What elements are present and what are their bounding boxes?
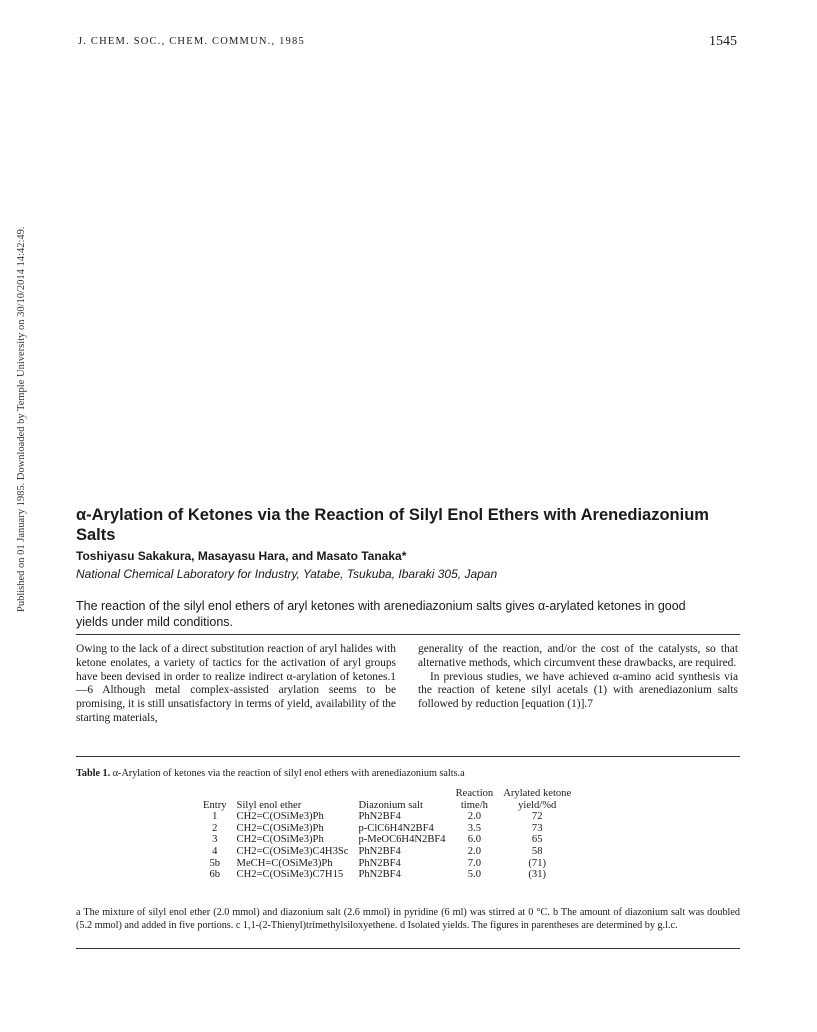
cell-entry: 5b bbox=[209, 857, 221, 869]
cell-entry: 4 bbox=[212, 845, 218, 857]
cell-diazonium-salt: p-MeOC6H4N2BF4 bbox=[358, 834, 446, 846]
author-list: Toshiyasu Sakakura, Masayasu Hara, and Masato Tanaka* bbox=[76, 549, 407, 563]
cell-diazonium-salt: PhN2BF4 bbox=[358, 869, 401, 881]
body-column-left bbox=[76, 643, 396, 726]
cell-yield: (71) bbox=[528, 857, 547, 869]
cell-silyl-enol-ether: CH2=C(OSiMe3)C7H15 bbox=[236, 869, 344, 881]
table-top-rule bbox=[76, 756, 740, 757]
table-caption-text: α-Arylation of ketones via the reaction of silyl enol ethers with arenediazonium salts.a bbox=[112, 768, 465, 779]
abstract: The reaction of the silyl enol ethers of aryl ketones with arenediazonium salts gives α-arylated ketones in good yields under mild conditions. bbox=[76, 599, 686, 629]
table-row bbox=[198, 869, 576, 881]
cell-time: 6.0 bbox=[467, 834, 482, 846]
table-row bbox=[198, 858, 576, 870]
table-row bbox=[198, 811, 576, 823]
table-row bbox=[198, 823, 576, 835]
cell-time: 5.0 bbox=[467, 869, 482, 881]
table-row bbox=[198, 846, 576, 858]
header-time-bottom: time/h bbox=[460, 799, 488, 811]
cell-silyl-enol-ether: MeCH=C(OSiMe3)Ph bbox=[236, 857, 333, 869]
cell-entry: 3 bbox=[212, 834, 218, 846]
results-table bbox=[198, 788, 576, 881]
cell-diazonium-salt: PhN2BF4 bbox=[358, 811, 401, 823]
header-silyl-enol-ether: Silyl enol ether bbox=[236, 799, 302, 811]
header-yield-bottom: yield/%d bbox=[518, 799, 557, 811]
affiliation: National Chemical Laboratory for Industry, Yatabe, Tsukuba, Ibaraki 305, Japan bbox=[76, 567, 498, 581]
table-caption bbox=[76, 768, 465, 779]
article-title: α-Arylation of Ketones via the Reaction of Silyl Enol Ethers with Arenediazonium Salts bbox=[76, 506, 709, 544]
cell-time: 2.0 bbox=[467, 811, 482, 823]
header-yield-top: Arylated ketone bbox=[503, 788, 572, 799]
cell-time: 2.0 bbox=[467, 845, 482, 857]
cell-yield: (31) bbox=[528, 869, 547, 881]
cell-yield: 58 bbox=[531, 845, 543, 857]
cell-yield: 72 bbox=[531, 811, 543, 823]
table-bottom-rule bbox=[76, 948, 740, 949]
cell-diazonium-salt: PhN2BF4 bbox=[358, 857, 401, 869]
cell-yield: 65 bbox=[531, 834, 543, 846]
table-footnotes: a The mixture of silyl enol ether (2.0 mmol) and diazonium salt (2.6 mmol) in pyridine (6 ml) was stirred at 0 °C. b The amount of diazonium salt was doubled (5.2 mmol) and added in five portions. c 1,1-(2-Thienyl)trimethylsiloxyethene. d Isolated yields. The figures in parentheses are determined by g.l.c. bbox=[76, 907, 740, 931]
running-header: J. CHEM. SOC., CHEM. COMMUN., 1985 bbox=[78, 36, 305, 47]
body-column-right bbox=[418, 643, 738, 712]
header-entry: Entry bbox=[203, 799, 227, 811]
cell-entry: 1 bbox=[212, 811, 218, 823]
table-caption-label: Table 1. bbox=[76, 768, 111, 779]
header-diazonium-salt: Diazonium salt bbox=[358, 799, 423, 811]
cell-silyl-enol-ether: CH2=C(OSiMe3)Ph bbox=[236, 834, 324, 846]
cell-entry: 2 bbox=[212, 822, 218, 834]
page-number: 1545 bbox=[709, 34, 737, 49]
body-paragraph: generality of the reaction, and/or the cost of the catalysts, so that alternative methods, which circumvent these drawbacks, are required. bbox=[418, 643, 738, 669]
abstract-divider bbox=[76, 634, 740, 635]
cell-silyl-enol-ether: CH2=C(OSiMe3)Ph bbox=[236, 822, 324, 834]
body-paragraph: In previous studies, we have achieved α-amino acid synthesis via the reaction of ketene silyl acetals (1) with arenediazonium salts followed by reduction [equation (1)].7 bbox=[418, 670, 738, 711]
cell-silyl-enol-ether: CH2=C(OSiMe3)Ph bbox=[236, 811, 324, 823]
body-paragraph: Owing to the lack of a direct substitution reaction of aryl halides with ketone enolates, a variety of tactics for the activation of aryl groups have been devised in order to realize indirect α-arylation of ketones.1—6 Although metal complex-assisted arylation seems to be promising, it is still unsatisfactory in terms of yield, availability of the starting materials, bbox=[76, 643, 396, 724]
download-notice: Published on 01 January 1985. Downloaded by Temple University on 30/10/2014 14:42:49. bbox=[16, 226, 27, 612]
header-time-top: Reaction bbox=[455, 788, 494, 799]
cell-time: 7.0 bbox=[467, 857, 482, 869]
cell-diazonium-salt: p-ClC6H4N2BF4 bbox=[358, 822, 434, 834]
cell-entry: 6b bbox=[209, 869, 221, 881]
cell-diazonium-salt: PhN2BF4 bbox=[358, 845, 401, 857]
cell-yield: 73 bbox=[531, 822, 543, 834]
cell-silyl-enol-ether: CH2=C(OSiMe3)C4H3Sc bbox=[236, 845, 349, 857]
table-row bbox=[198, 834, 576, 846]
cell-time: 3.5 bbox=[467, 822, 482, 834]
